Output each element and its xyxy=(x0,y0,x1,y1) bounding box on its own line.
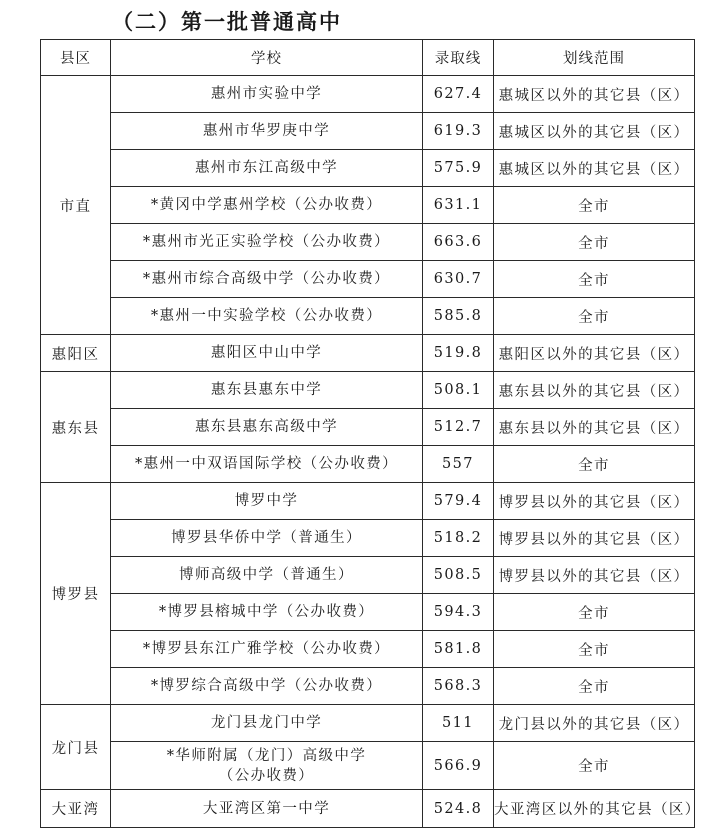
score-cell: 511 xyxy=(423,705,494,742)
table-row xyxy=(41,446,695,483)
scope-cell: 全市 xyxy=(494,261,695,298)
school-cell: *惠州市综合高级中学（公办收费） xyxy=(111,261,423,298)
scope-cell: 全市 xyxy=(494,594,695,631)
scope-cell: 博罗县以外的其它县（区） xyxy=(494,520,695,557)
header-scope: 划线范围 xyxy=(494,40,695,76)
school-cell: *博罗县东江广雅学校（公办收费） xyxy=(111,631,423,668)
score-cell: 579.4 xyxy=(423,483,494,520)
county-cell: 博罗县 xyxy=(41,483,111,705)
table-row xyxy=(41,261,695,298)
school-cell: 大亚湾区第一中学 xyxy=(111,790,423,828)
scope-cell: 全市 xyxy=(494,742,695,790)
scope-cell: 惠阳区以外的其它县（区） xyxy=(494,335,695,372)
county-cell: 惠东县 xyxy=(41,372,111,483)
school-cell: 博罗县华侨中学（普通生） xyxy=(111,520,423,557)
table-row xyxy=(41,76,695,113)
scope-cell: 全市 xyxy=(494,668,695,705)
table-row xyxy=(41,705,695,742)
school-cell: 惠州市东江高级中学 xyxy=(111,150,423,187)
table-row xyxy=(41,668,695,705)
score-cell: 518.2 xyxy=(423,520,494,557)
school-name-line-2: （公办收费） xyxy=(218,767,315,784)
school-cell: 惠州市实验中学 xyxy=(111,76,423,113)
table-row xyxy=(41,113,695,150)
scope-cell: 惠城区以外的其它县（区） xyxy=(494,76,695,113)
table-row xyxy=(41,520,695,557)
scope-cell: 全市 xyxy=(494,187,695,224)
score-cell: 619.3 xyxy=(423,113,494,150)
score-cell: 557 xyxy=(423,446,494,483)
table-row xyxy=(41,187,695,224)
score-cell: 568.3 xyxy=(423,668,494,705)
scope-cell: 全市 xyxy=(494,446,695,483)
table-row xyxy=(41,335,695,372)
score-cell: 524.8 xyxy=(423,790,494,828)
table-header-row xyxy=(41,40,695,76)
score-cell: 663.6 xyxy=(423,224,494,261)
county-cell: 大亚湾 xyxy=(41,790,111,828)
school-cell: *黄冈中学惠州学校（公办收费） xyxy=(111,187,423,224)
county-cell: 市直 xyxy=(41,76,111,335)
header-score: 录取线 xyxy=(423,40,494,76)
school-cell: 龙门县龙门中学 xyxy=(111,705,423,742)
school-cell: *惠州市光正实验学校（公办收费） xyxy=(111,224,423,261)
table-row xyxy=(41,631,695,668)
school-cell: 惠州市华罗庚中学 xyxy=(111,113,423,150)
table-row xyxy=(41,483,695,520)
scope-cell: 惠城区以外的其它县（区） xyxy=(494,150,695,187)
county-cell: 惠阳区 xyxy=(41,335,111,372)
score-cell: 630.7 xyxy=(423,261,494,298)
school-cell: *博罗县榕城中学（公办收费） xyxy=(111,594,423,631)
school-cell: 惠东县惠东中学 xyxy=(111,372,423,409)
table-row xyxy=(41,298,695,335)
scope-cell: 全市 xyxy=(494,298,695,335)
table-row xyxy=(41,790,695,828)
county-cell: 龙门县 xyxy=(41,705,111,790)
school-cell: *惠州一中双语国际学校（公办收费） xyxy=(111,446,423,483)
table-row xyxy=(41,594,695,631)
scope-cell: 大亚湾区以外的其它县（区） xyxy=(494,790,695,828)
scope-cell: 全市 xyxy=(494,631,695,668)
score-cell: 566.9 xyxy=(423,742,494,790)
score-cell: 575.9 xyxy=(423,150,494,187)
table-row xyxy=(41,557,695,594)
table-row xyxy=(41,224,695,261)
table-row xyxy=(41,372,695,409)
scope-cell: 惠东县以外的其它县（区） xyxy=(494,372,695,409)
score-cell: 585.8 xyxy=(423,298,494,335)
table-row xyxy=(41,409,695,446)
admission-cutoff-table xyxy=(40,39,701,828)
scope-cell: 惠东县以外的其它县（区） xyxy=(494,409,695,446)
scope-cell: 博罗县以外的其它县（区） xyxy=(494,483,695,520)
school-name-line-1: *华师附属（龙门）高级中学 xyxy=(166,747,367,764)
scope-cell: 博罗县以外的其它县（区） xyxy=(494,557,695,594)
score-cell: 519.8 xyxy=(423,335,494,372)
scope-cell: 龙门县以外的其它县（区） xyxy=(494,705,695,742)
school-cell: 博罗中学 xyxy=(111,483,423,520)
score-cell: 631.1 xyxy=(423,187,494,224)
scope-cell: 全市 xyxy=(494,224,695,261)
school-cell: 惠东县惠东高级中学 xyxy=(111,409,423,446)
score-cell: 508.1 xyxy=(423,372,494,409)
school-cell xyxy=(111,742,423,790)
scope-cell: 惠城区以外的其它县（区） xyxy=(494,113,695,150)
score-cell: 594.3 xyxy=(423,594,494,631)
score-cell: 581.8 xyxy=(423,631,494,668)
school-cell: 惠阳区中山中学 xyxy=(111,335,423,372)
section-title: （二）第一批普通高中 xyxy=(112,9,342,34)
score-cell: 508.5 xyxy=(423,557,494,594)
score-cell: 512.7 xyxy=(423,409,494,446)
table-row xyxy=(41,742,695,790)
school-cell: *博罗综合高级中学（公办收费） xyxy=(111,668,423,705)
header-county: 县区 xyxy=(41,40,111,76)
school-cell: 博师高级中学（普通生） xyxy=(111,557,423,594)
school-cell: *惠州一中实验学校（公办收费） xyxy=(111,298,423,335)
score-cell: 627.4 xyxy=(423,76,494,113)
header-school: 学校 xyxy=(111,40,423,76)
table-row xyxy=(41,150,695,187)
